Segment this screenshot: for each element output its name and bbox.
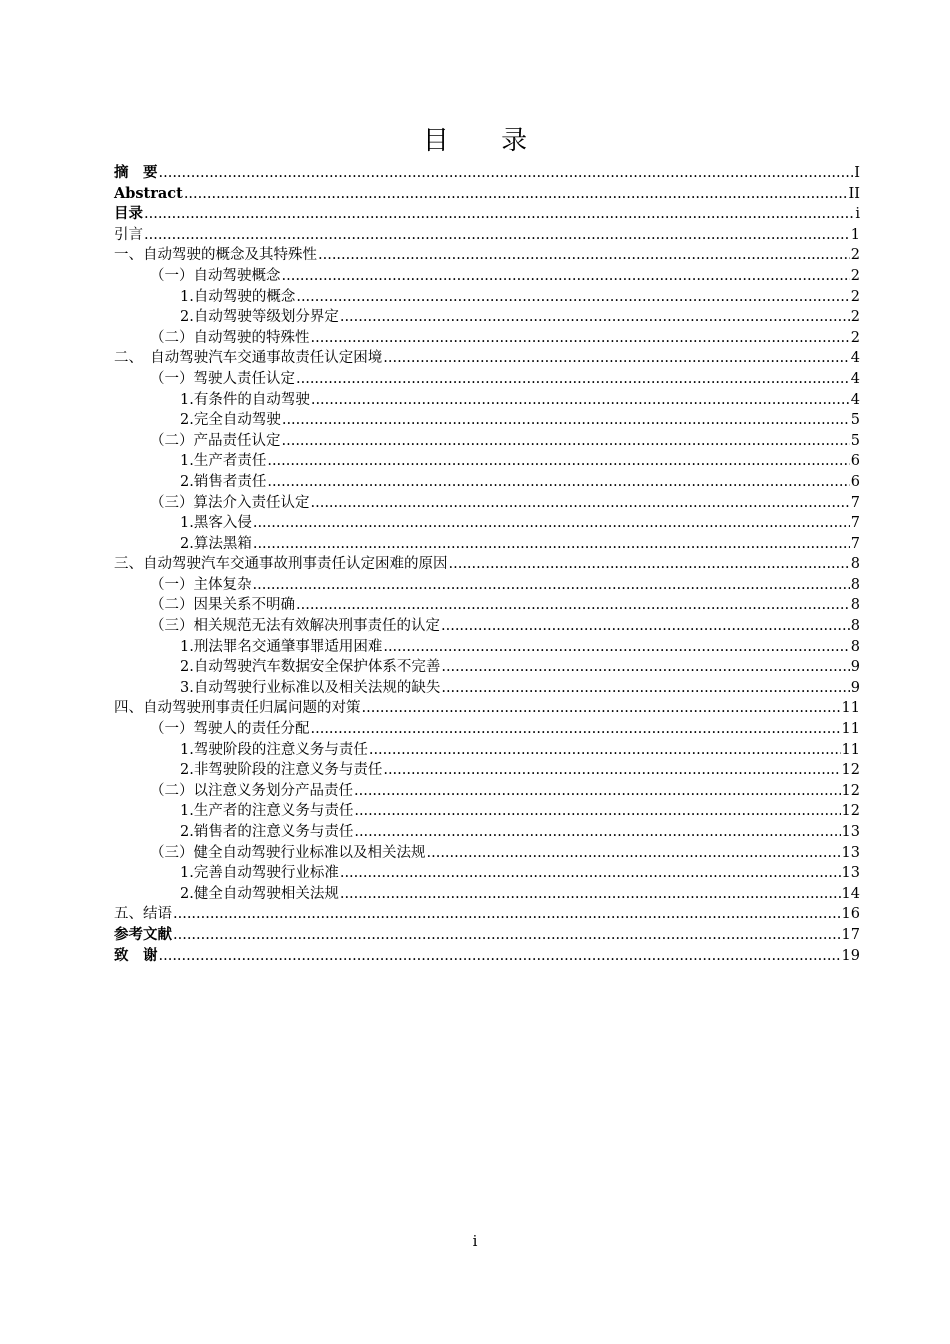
toc-entry-label: 2.自动驾驶汽车数据安全保护体系不完善 (180, 659, 441, 676)
toc-entry-page-number: 8 (850, 618, 860, 635)
toc-entry[interactable] (114, 163, 860, 184)
toc-dot-leader (296, 369, 850, 390)
toc-entry[interactable] (114, 616, 860, 637)
toc-entry-label: 1.刑法罪名交通肇事罪适用困难 (180, 638, 383, 655)
toc-entry-page-number: 14 (841, 885, 860, 902)
toc-entry-page-number: 7 (850, 494, 860, 511)
toc-entry-label: （一）主体复杂 (150, 576, 252, 593)
toc-entry[interactable] (114, 801, 860, 822)
toc-entry[interactable] (114, 266, 860, 287)
toc-entry-label: （一）驾驶人责任认定 (150, 370, 295, 387)
toc-entry-label: 五、结语 (114, 906, 172, 923)
toc-entry-page-number: 12 (841, 803, 860, 820)
toc-entry-page-number: I (854, 165, 860, 181)
toc-entry-page-number: 12 (841, 782, 860, 799)
toc-entry-page-number: 19 (841, 947, 860, 964)
toc-entry[interactable] (114, 719, 860, 740)
toc-entry[interactable] (114, 822, 860, 843)
toc-entry-page-number: 4 (850, 370, 860, 387)
toc-entry-page-number: 7 (850, 515, 860, 532)
toc-entry-page-number: 17 (841, 926, 860, 943)
toc-entry[interactable] (114, 451, 860, 472)
toc-entry-label: （三）相关规范无法有效解决刑事责任的认定 (150, 618, 440, 635)
toc-entry-page-number: 16 (841, 906, 860, 923)
toc-entry-label: 2.自动驾驶等级划分界定 (180, 309, 339, 326)
toc-entry[interactable] (114, 843, 860, 864)
toc-entry[interactable] (114, 225, 860, 246)
toc-entry-label: （三）健全自动驾驶行业标准以及相关法规 (150, 844, 426, 861)
toc-entry-page-number: II (848, 185, 860, 202)
toc-entry-page-number: 11 (841, 721, 860, 738)
toc-entry-label: 1.完善自动驾驶行业标准 (180, 865, 339, 882)
toc-dot-leader (354, 822, 840, 843)
toc-entry-page-number: 9 (850, 679, 860, 696)
toc-dot-leader (441, 616, 850, 637)
toc-entry[interactable] (114, 431, 860, 452)
page-title: 目 录 (422, 126, 550, 156)
toc-dot-leader (253, 534, 850, 555)
toc-entry[interactable] (114, 554, 860, 575)
toc-dot-leader (354, 781, 841, 802)
toc-entry-label: 摘 要 (114, 164, 158, 181)
toc-dot-leader (311, 390, 850, 411)
toc-entry-label: 四、自动驾驶刑事责任归属问题的对策 (114, 700, 361, 717)
toc-entry-label: 1.自动驾驶的概念 (180, 288, 296, 305)
toc-entry-page-number: 11 (841, 741, 860, 758)
toc-entry-label: 2.健全自动驾驶相关法规 (180, 885, 339, 902)
toc-dot-leader (362, 698, 841, 719)
toc-entry[interactable] (114, 657, 860, 678)
toc-entry-label: 1.黑客入侵 (180, 515, 252, 532)
toc-dot-leader (282, 266, 850, 287)
toc-entry-page-number: 2 (850, 288, 860, 305)
toc-entry-page-number: 4 (850, 391, 860, 408)
toc-entry[interactable] (114, 390, 860, 411)
toc-dot-leader (296, 287, 849, 308)
toc-entry[interactable] (114, 740, 860, 761)
toc-entry[interactable] (114, 760, 860, 781)
toc-entry[interactable] (114, 925, 860, 946)
toc-entry[interactable] (114, 904, 860, 925)
toc-entry[interactable] (114, 534, 860, 555)
toc-entry-label: 1.驾驶阶段的注意义务与责任 (180, 741, 368, 758)
toc-entry-label: 一、自动驾驶的概念及其特殊性 (114, 247, 317, 264)
toc-entry-page-number: 13 (841, 824, 860, 840)
toc-entry-page-number: 11 (841, 700, 860, 717)
toc-entry-label: 致 谢 (114, 946, 158, 964)
toc-entry[interactable] (114, 328, 860, 349)
toc-dot-leader (296, 595, 850, 616)
toc-dot-leader (340, 307, 850, 328)
toc-dot-leader (144, 204, 854, 225)
toc-entry[interactable] (114, 307, 860, 328)
toc-entry-label: 2.非驾驶阶段的注意义务与责任 (180, 762, 383, 779)
toc-dot-leader (144, 225, 850, 246)
toc-entry[interactable] (114, 204, 860, 225)
toc-entry[interactable] (114, 863, 860, 884)
toc-dot-leader (311, 719, 841, 740)
toc-entry-label: 2.销售者责任 (180, 473, 267, 490)
toc-entry-page-number: 8 (850, 556, 860, 573)
toc-dot-leader (449, 554, 850, 575)
toc-entry-page-number: 8 (850, 597, 860, 614)
toc-dot-leader (427, 843, 841, 864)
toc-entry-page-number: 4 (850, 350, 860, 367)
toc-entry-label: （二）产品责任认定 (150, 432, 281, 449)
toc-entry-page-number: 6 (850, 453, 860, 470)
toc-entry-label: （二）自动驾驶的特殊性 (150, 329, 310, 346)
toc-entry-label: 2.算法黑箱 (180, 535, 252, 552)
toc-entry[interactable] (114, 781, 860, 802)
toc-dot-leader (311, 328, 850, 349)
toc-entry-page-number: 2 (850, 267, 860, 284)
toc-entry-page-number: 8 (850, 576, 860, 593)
toc-dot-leader (253, 513, 850, 534)
toc-entry[interactable] (114, 575, 860, 596)
toc-entry-page-number: 2 (850, 309, 860, 326)
toc-entry-label: 二、 自动驾驶汽车交通事故责任认定困境 (114, 350, 383, 367)
toc-dot-leader (369, 740, 841, 761)
toc-entry[interactable] (114, 287, 860, 308)
toc-entry-page-number: 2 (850, 247, 860, 264)
toc-entry-label: 2.完全自动驾驶 (180, 412, 281, 429)
table-of-contents (114, 163, 860, 966)
toc-entry[interactable] (114, 678, 860, 699)
toc-entry-label: 1.生产者的注意义务与责任 (180, 803, 354, 820)
toc-entry-page-number: 13 (841, 865, 860, 882)
toc-entry-label: 1.有条件的自动驾驶 (180, 391, 310, 408)
toc-dot-leader (383, 760, 840, 781)
toc-dot-leader (441, 657, 849, 678)
toc-entry-page-number: 5 (850, 432, 860, 449)
toc-entry-label: 3.自动驾驶行业标准以及相关法规的缺失 (180, 679, 441, 696)
toc-dot-leader (173, 925, 841, 946)
toc-entry-page-number: 9 (850, 659, 860, 676)
toc-entry[interactable] (114, 472, 860, 493)
toc-entry-label: 引言 (114, 226, 143, 243)
toc-entry-page-number: 8 (850, 638, 860, 655)
toc-dot-leader (340, 884, 841, 905)
toc-entry-page-number: 5 (850, 412, 860, 429)
toc-dot-leader (267, 451, 849, 472)
toc-entry-page-number: 13 (841, 844, 860, 861)
toc-dot-leader (184, 184, 848, 205)
toc-entry-page-number: 12 (841, 762, 860, 779)
toc-dot-leader (354, 801, 840, 822)
toc-entry[interactable] (114, 513, 860, 534)
toc-entry[interactable] (114, 410, 860, 431)
toc-entry-label: 1.生产者责任 (180, 453, 267, 470)
toc-entry[interactable] (114, 946, 860, 967)
toc-dot-leader (282, 410, 850, 431)
toc-entry-label: （一）自动驾驶概念 (150, 267, 281, 284)
toc-entry-label: 参考文献 (114, 925, 172, 943)
toc-entry-label: 2.销售者的注意义务与责任 (180, 824, 354, 840)
toc-entry-page-number: 6 (850, 473, 860, 490)
toc-entry-page-number: 2 (850, 329, 860, 346)
toc-entry[interactable] (114, 595, 860, 616)
toc-entry[interactable] (114, 637, 860, 658)
toc-entry[interactable] (114, 369, 860, 390)
toc-entry-label: （三）算法介入责任认定 (150, 494, 310, 511)
toc-entry-page-number: 7 (850, 535, 860, 552)
toc-entry-label: （二）以注意义务划分产品责任 (150, 782, 353, 799)
page-footer-number: i (472, 1232, 478, 1250)
toc-entry[interactable] (114, 884, 860, 905)
toc-entry[interactable] (114, 184, 860, 205)
toc-dot-leader (441, 678, 849, 699)
toc-dot-leader (318, 245, 850, 266)
toc-dot-leader (159, 163, 854, 184)
toc-entry[interactable] (114, 698, 860, 719)
toc-dot-leader (267, 472, 849, 493)
toc-dot-leader (282, 431, 850, 452)
toc-entry-label: 三、自动驾驶汽车交通事故刑事责任认定困难的原因 (114, 556, 448, 573)
toc-dot-leader (159, 946, 841, 967)
toc-entry-label: Abstract (114, 184, 183, 202)
toc-dot-leader (340, 863, 841, 884)
toc-entry[interactable] (114, 348, 860, 369)
toc-entry-label: （二）因果关系不明确 (150, 597, 295, 614)
toc-dot-leader (173, 904, 841, 925)
toc-dot-leader (383, 348, 850, 369)
toc-dot-leader (383, 637, 849, 658)
toc-entry-label: 目录 (114, 205, 143, 223)
toc-entry[interactable] (114, 493, 860, 514)
toc-entry-page-number: i (855, 206, 860, 223)
toc-dot-leader (311, 493, 850, 514)
toc-entry-page-number: 1 (850, 226, 860, 243)
toc-dot-leader (253, 575, 850, 596)
toc-entry-label: （一）驾驶人的责任分配 (150, 721, 310, 738)
toc-entry[interactable] (114, 245, 860, 266)
